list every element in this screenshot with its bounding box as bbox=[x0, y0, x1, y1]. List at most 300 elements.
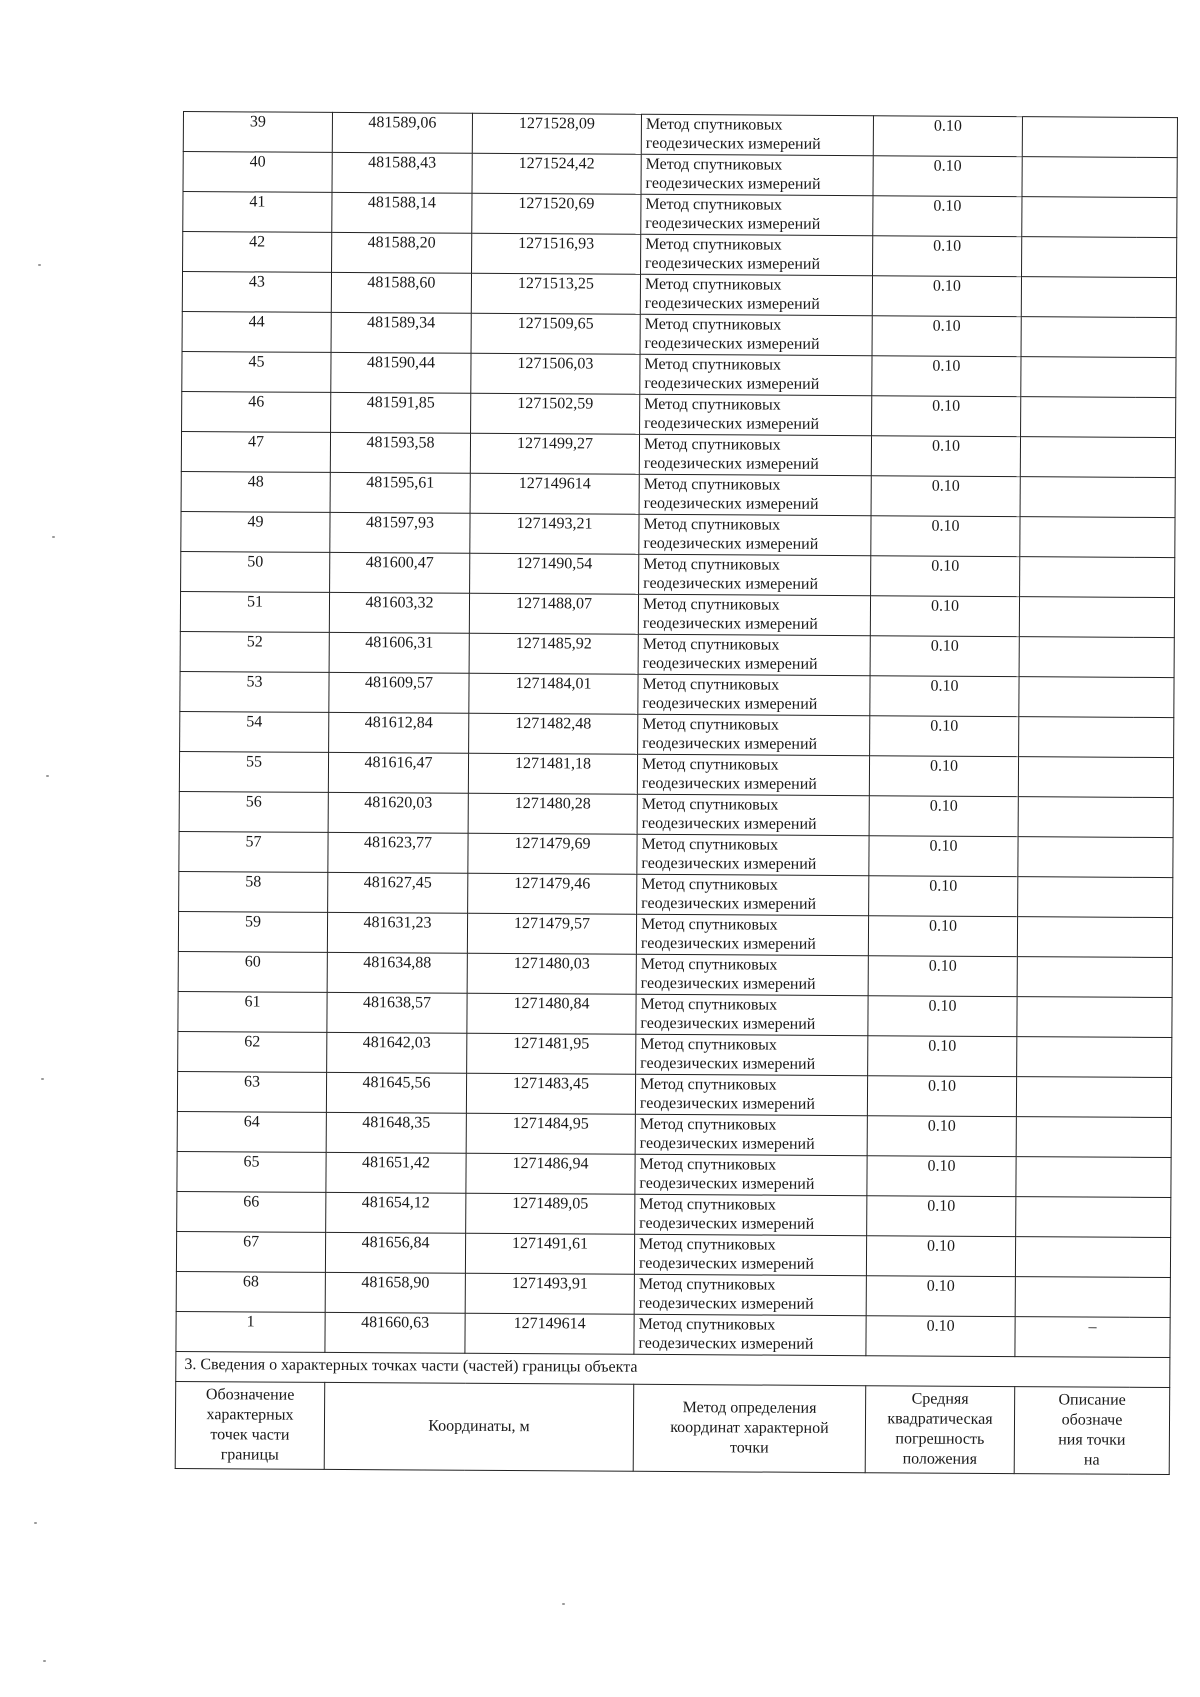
header-error-line: положения bbox=[902, 1450, 978, 1468]
mean-square-error: 0.10 bbox=[871, 516, 1020, 557]
point-description bbox=[1020, 477, 1175, 518]
mean-square-error: 0.10 bbox=[869, 756, 1018, 797]
point-description bbox=[1019, 597, 1174, 638]
coordinate-y: 1271480,28 bbox=[468, 793, 637, 834]
point-number: 42 bbox=[183, 232, 332, 273]
coordinate-y: 1271513,25 bbox=[471, 273, 640, 314]
method-line: Метод спутниковых bbox=[640, 1035, 777, 1054]
method-line: геодезических измерений bbox=[645, 214, 821, 233]
method-line: Метод спутниковых bbox=[644, 315, 782, 334]
method-line: Метод спутниковых bbox=[639, 1155, 777, 1174]
coordinate-y: 1271499,27 bbox=[470, 433, 639, 474]
method-cell bbox=[639, 554, 871, 595]
scan-speck bbox=[34, 1522, 37, 1524]
method-line: геодезических измерений bbox=[645, 134, 821, 153]
point-description bbox=[1018, 797, 1173, 838]
point-description bbox=[1016, 1157, 1171, 1198]
point-number: 44 bbox=[182, 311, 331, 352]
mean-square-error: 0.10 bbox=[870, 676, 1019, 717]
point-row bbox=[182, 311, 1176, 357]
header-error bbox=[865, 1386, 1015, 1474]
coordinate-x: 481638,57 bbox=[327, 992, 467, 1033]
mean-square-error: 0.10 bbox=[872, 316, 1021, 357]
point-description bbox=[1018, 877, 1173, 918]
header-error-line: погрешность bbox=[895, 1430, 985, 1448]
point-description bbox=[1021, 397, 1176, 438]
point-number: 45 bbox=[182, 351, 331, 392]
coordinate-y: 1271509,65 bbox=[471, 313, 640, 354]
coordinate-x: 481623,77 bbox=[328, 832, 468, 873]
method-cell bbox=[634, 1234, 866, 1275]
mean-square-error: 0.10 bbox=[868, 996, 1017, 1037]
point-number: 39 bbox=[183, 112, 332, 153]
method-line: геодезических измерений bbox=[640, 934, 816, 953]
coordinate-x: 481600,47 bbox=[330, 552, 470, 593]
method-cell bbox=[641, 154, 873, 195]
point-row bbox=[180, 631, 1174, 677]
method-line: геодезических измерений bbox=[641, 894, 817, 913]
coordinate-y: 1271491,61 bbox=[465, 1233, 634, 1274]
method-line: Метод спутниковых bbox=[644, 355, 782, 374]
method-line: Метод спутниковых bbox=[639, 1235, 776, 1254]
point-row bbox=[177, 1071, 1171, 1117]
coordinate-y: 1271481,18 bbox=[468, 753, 637, 794]
method-line: Метод спутниковых bbox=[639, 1195, 777, 1214]
coordinate-x: 481593,58 bbox=[330, 432, 470, 473]
method-line: Метод спутниковых bbox=[638, 1315, 776, 1334]
header-description-line: на bbox=[1083, 1451, 1100, 1469]
method-line: геодезических измерений bbox=[642, 734, 818, 753]
mean-square-error: 0.10 bbox=[870, 596, 1019, 637]
coordinate-y: 1271485,92 bbox=[469, 633, 638, 674]
coordinate-x: 481648,35 bbox=[326, 1112, 466, 1153]
point-row bbox=[178, 1031, 1172, 1077]
method-line: геодезических измерений bbox=[639, 1134, 815, 1153]
mean-square-error: 0.10 bbox=[871, 436, 1020, 477]
header-description-line: Описание bbox=[1058, 1391, 1126, 1409]
header-coordinates: Координаты, м bbox=[324, 1382, 634, 1471]
scan-speck bbox=[562, 1603, 565, 1605]
point-row bbox=[181, 511, 1175, 557]
mean-square-error: 0.10 bbox=[871, 556, 1020, 597]
point-number: 46 bbox=[182, 391, 331, 432]
method-line: геодезических измерений bbox=[644, 334, 820, 353]
method-line: геодезических измерений bbox=[640, 974, 816, 993]
coordinate-x: 481588,20 bbox=[332, 232, 472, 273]
point-number: 58 bbox=[179, 871, 328, 912]
method-line: геодезических измерений bbox=[640, 1054, 816, 1073]
coordinate-x: 481634,88 bbox=[327, 952, 467, 993]
mean-square-error: 0.10 bbox=[867, 1076, 1016, 1117]
point-row bbox=[179, 871, 1173, 917]
mean-square-error: 0.10 bbox=[866, 1316, 1015, 1357]
point-description bbox=[1015, 1237, 1170, 1278]
point-row bbox=[176, 1271, 1170, 1317]
point-row bbox=[177, 1151, 1171, 1197]
method-cell bbox=[635, 1074, 867, 1115]
method-line: Метод спутниковых bbox=[643, 515, 781, 534]
point-row bbox=[182, 272, 1176, 318]
method-line: Метод спутниковых bbox=[638, 1275, 776, 1294]
point-row bbox=[180, 711, 1174, 757]
point-number: 41 bbox=[183, 192, 332, 233]
point-number: 67 bbox=[176, 1231, 325, 1272]
method-cell bbox=[636, 914, 868, 955]
method-line: геодезических измерений bbox=[639, 1174, 815, 1193]
point-row bbox=[183, 112, 1177, 158]
point-number: 64 bbox=[177, 1111, 326, 1152]
scan-speck bbox=[43, 1660, 46, 1662]
method-line: геодезических измерений bbox=[643, 534, 819, 553]
method-line: геодезических измерений bbox=[645, 174, 821, 193]
mean-square-error: 0.10 bbox=[868, 1036, 1017, 1077]
point-description bbox=[1022, 117, 1177, 158]
method-line: геодезических измерений bbox=[641, 854, 817, 873]
point-row bbox=[180, 671, 1174, 717]
point-row bbox=[179, 751, 1173, 797]
coordinate-x: 481642,03 bbox=[327, 1032, 467, 1073]
point-description bbox=[1017, 957, 1172, 998]
point-row bbox=[178, 991, 1172, 1037]
point-number: 1 bbox=[176, 1311, 325, 1352]
coordinate-y: 1271516,93 bbox=[472, 233, 641, 274]
coordinate-y: 1271480,84 bbox=[467, 993, 636, 1034]
header-description-line: обозначе bbox=[1061, 1411, 1123, 1429]
point-row bbox=[179, 791, 1173, 837]
method-cell bbox=[637, 834, 869, 875]
point-row bbox=[182, 391, 1176, 437]
coordinate-y: 1271502,59 bbox=[471, 393, 640, 434]
method-line: Метод спутниковых bbox=[645, 195, 783, 214]
point-number: 52 bbox=[180, 631, 329, 672]
coordinate-y: 1271493,91 bbox=[465, 1273, 634, 1314]
method-line: геодезических измерений bbox=[638, 1294, 814, 1313]
point-number: 65 bbox=[177, 1151, 326, 1192]
point-row bbox=[180, 591, 1174, 637]
mean-square-error: 0.10 bbox=[873, 236, 1022, 277]
point-description bbox=[1019, 637, 1174, 678]
mean-square-error: 0.10 bbox=[872, 276, 1021, 317]
coordinate-x: 481603,32 bbox=[329, 592, 469, 633]
coordinate-y: 1271493,21 bbox=[470, 513, 639, 554]
point-description: – bbox=[1015, 1317, 1170, 1358]
point-description bbox=[1021, 317, 1176, 358]
method-line: геодезических измерений bbox=[640, 1014, 816, 1033]
coordinate-y: 1271483,45 bbox=[466, 1073, 635, 1114]
method-cell bbox=[638, 594, 870, 635]
point-number: 61 bbox=[178, 991, 327, 1032]
method-line: геодезических измерений bbox=[642, 694, 818, 713]
coordinate-x: 481588,14 bbox=[332, 192, 472, 233]
mean-square-error: 0.10 bbox=[870, 716, 1019, 757]
method-line: Метод спутниковых bbox=[644, 395, 781, 414]
mean-square-error: 0.10 bbox=[868, 956, 1017, 997]
method-line: Метод спутниковых bbox=[640, 955, 778, 974]
point-number: 59 bbox=[178, 911, 327, 952]
method-line: геодезических измерений bbox=[642, 654, 818, 673]
point-row bbox=[177, 1111, 1171, 1157]
point-row bbox=[181, 431, 1175, 477]
coordinate-y: 1271528,09 bbox=[472, 113, 641, 154]
coordinate-y: 1271484,95 bbox=[466, 1113, 635, 1154]
method-cell bbox=[641, 114, 873, 155]
coordinate-y: 1271488,07 bbox=[469, 593, 638, 634]
method-cell bbox=[640, 354, 872, 395]
method-line: Метод спутниковых bbox=[642, 635, 780, 654]
method-cell bbox=[637, 754, 869, 795]
method-line: Метод спутниковых bbox=[644, 275, 782, 294]
point-number: 49 bbox=[181, 511, 330, 552]
mean-square-error: 0.10 bbox=[869, 796, 1018, 837]
coordinate-x: 481590,44 bbox=[331, 352, 471, 393]
coordinate-y: 1271484,01 bbox=[469, 673, 638, 714]
method-cell bbox=[636, 994, 868, 1035]
section-3-title: 3. Сведения о характерных точках части (частей) границы объекта bbox=[176, 1351, 1170, 1387]
section-3-header-row bbox=[175, 1381, 1170, 1474]
coordinate-x: 481588,43 bbox=[332, 152, 472, 193]
point-number: 68 bbox=[176, 1271, 325, 1312]
mean-square-error: 0.10 bbox=[867, 1156, 1016, 1197]
method-line: геодезических измерений bbox=[644, 414, 820, 433]
point-description bbox=[1017, 997, 1172, 1038]
method-cell bbox=[635, 1194, 867, 1235]
method-cell bbox=[639, 514, 871, 555]
coordinate-y: 127149614 bbox=[465, 1313, 634, 1354]
method-line: геодезических измерений bbox=[644, 294, 820, 313]
point-number: 56 bbox=[179, 791, 328, 832]
coordinates-table bbox=[175, 111, 1178, 1475]
method-cell bbox=[638, 634, 870, 675]
header-error-line: квадратическая bbox=[887, 1410, 993, 1428]
coordinate-y: 1271479,57 bbox=[467, 913, 636, 954]
point-description bbox=[1022, 197, 1177, 238]
mean-square-error: 0.10 bbox=[870, 636, 1019, 677]
point-description bbox=[1019, 677, 1174, 718]
method-line: Метод спутниковых bbox=[645, 235, 782, 254]
coordinate-x: 481597,93 bbox=[330, 512, 470, 553]
header-method-line: координат характерной bbox=[670, 1419, 829, 1437]
mean-square-error: 0.10 bbox=[872, 356, 1021, 397]
coordinate-x: 481612,84 bbox=[329, 712, 469, 753]
scan-speck bbox=[52, 536, 55, 538]
coordinate-y: 1271481,95 bbox=[467, 1033, 636, 1074]
method-line: геодезических измерений bbox=[639, 1214, 815, 1233]
point-number: 57 bbox=[179, 831, 328, 872]
point-number: 60 bbox=[178, 951, 327, 992]
coordinate-x: 481654,12 bbox=[326, 1192, 466, 1233]
header-method-line: Метод определения bbox=[682, 1399, 817, 1417]
point-description bbox=[1022, 157, 1177, 198]
point-row bbox=[181, 471, 1175, 517]
method-cell bbox=[639, 434, 871, 475]
method-line: Метод спутниковых bbox=[642, 715, 779, 734]
point-row bbox=[183, 232, 1177, 278]
point-row bbox=[176, 1311, 1170, 1357]
point-description bbox=[1021, 357, 1176, 398]
scan-speck bbox=[46, 775, 49, 777]
point-number: 55 bbox=[179, 751, 328, 792]
method-cell bbox=[637, 874, 869, 915]
method-line: Метод спутниковых bbox=[643, 435, 781, 454]
method-line: геодезических измерений bbox=[643, 574, 819, 593]
method-line: Метод спутниковых bbox=[640, 995, 778, 1014]
scan-speck bbox=[38, 264, 41, 266]
mean-square-error: 0.10 bbox=[868, 916, 1017, 957]
coordinate-x: 481627,45 bbox=[328, 872, 468, 913]
point-description bbox=[1016, 1077, 1171, 1118]
method-cell bbox=[635, 1154, 867, 1195]
header-designation-line: точек части bbox=[210, 1426, 290, 1444]
point-description bbox=[1020, 517, 1175, 558]
mean-square-error: 0.10 bbox=[869, 836, 1018, 877]
method-cell bbox=[638, 674, 870, 715]
method-line: геодезических измерений bbox=[643, 494, 819, 513]
method-line: геодезических измерений bbox=[642, 614, 818, 633]
mean-square-error: 0.10 bbox=[866, 1276, 1015, 1317]
method-cell bbox=[641, 234, 873, 275]
point-row bbox=[183, 152, 1177, 198]
point-description bbox=[1015, 1277, 1170, 1318]
mean-square-error: 0.10 bbox=[872, 396, 1021, 437]
point-row bbox=[176, 1231, 1170, 1277]
points-table-body bbox=[176, 112, 1178, 1358]
coordinate-y: 1271480,03 bbox=[467, 953, 636, 994]
method-line: геодезических измерений bbox=[641, 814, 817, 833]
method-cell bbox=[636, 954, 868, 995]
point-description bbox=[1018, 757, 1173, 798]
coordinate-y: 1271524,42 bbox=[472, 153, 641, 194]
method-cell bbox=[640, 314, 872, 355]
method-line: Метод спутниковых bbox=[645, 155, 783, 174]
coordinate-y: 1271489,05 bbox=[466, 1193, 635, 1234]
method-line: Метод спутниковых bbox=[641, 875, 778, 894]
method-cell bbox=[640, 394, 872, 435]
coordinate-y: 1271490,54 bbox=[470, 553, 639, 594]
method-line: Метод спутниковых bbox=[642, 675, 780, 694]
method-line: геодезических измерений bbox=[645, 254, 821, 273]
point-description bbox=[1016, 1197, 1171, 1238]
point-number: 43 bbox=[182, 272, 331, 313]
mean-square-error: 0.10 bbox=[873, 196, 1022, 237]
header-description bbox=[1014, 1387, 1170, 1475]
mean-square-error: 0.10 bbox=[869, 876, 1018, 917]
point-row bbox=[182, 351, 1176, 397]
point-number: 47 bbox=[181, 431, 330, 472]
point-number: 40 bbox=[183, 152, 332, 193]
method-line: Метод спутниковых bbox=[641, 795, 779, 814]
section-3 bbox=[175, 1351, 1170, 1474]
header-method-line: точки bbox=[729, 1439, 769, 1457]
coordinate-y: 1271520,69 bbox=[472, 193, 641, 234]
point-number: 66 bbox=[177, 1191, 326, 1232]
coordinate-x: 481589,06 bbox=[332, 112, 472, 153]
point-number: 62 bbox=[178, 1031, 327, 1072]
method-line: геодезических измерений bbox=[643, 454, 819, 473]
point-description bbox=[1020, 437, 1175, 478]
point-row bbox=[177, 1191, 1171, 1237]
header-designation-line: характерных bbox=[206, 1406, 294, 1424]
mean-square-error: 0.10 bbox=[867, 1116, 1016, 1157]
coordinate-y: 1271479,69 bbox=[468, 833, 637, 874]
method-line: Метод спутниковых bbox=[642, 595, 780, 614]
method-line: геодезических измерений bbox=[639, 1094, 815, 1113]
mean-square-error: 0.10 bbox=[867, 1196, 1016, 1237]
header-designation bbox=[175, 1381, 325, 1469]
method-line: Метод спутниковых bbox=[641, 755, 779, 774]
point-number: 50 bbox=[181, 551, 330, 592]
point-number: 53 bbox=[180, 671, 329, 712]
method-cell bbox=[641, 194, 873, 235]
point-row bbox=[183, 192, 1177, 238]
method-cell bbox=[634, 1274, 866, 1315]
coordinate-y: 1271482,48 bbox=[469, 713, 638, 754]
coordinate-x: 481660,63 bbox=[325, 1312, 465, 1353]
mean-square-error: 0.10 bbox=[871, 476, 1020, 517]
method-cell bbox=[634, 1314, 866, 1355]
method-line: Метод спутниковых bbox=[645, 115, 783, 134]
method-line: Метод спутниковых bbox=[641, 835, 779, 854]
mean-square-error: 0.10 bbox=[866, 1236, 1015, 1277]
coordinate-x: 481589,34 bbox=[331, 312, 471, 353]
point-description bbox=[1022, 237, 1177, 278]
method-cell bbox=[639, 474, 871, 515]
point-description bbox=[1016, 1117, 1171, 1158]
method-line: геодезических измерений bbox=[638, 1334, 814, 1353]
point-description bbox=[1018, 837, 1173, 878]
method-line: Метод спутниковых bbox=[640, 1075, 777, 1094]
coordinate-x: 481620,03 bbox=[328, 792, 468, 833]
method-line: Метод спутниковых bbox=[639, 1115, 777, 1134]
method-cell bbox=[638, 714, 870, 755]
point-description bbox=[1019, 717, 1174, 758]
coordinate-y: 127149614 bbox=[470, 473, 639, 514]
coordinate-x: 481656,84 bbox=[325, 1232, 465, 1273]
coordinate-y: 1271486,94 bbox=[466, 1153, 635, 1194]
header-description-line: ния точки bbox=[1058, 1431, 1126, 1449]
point-description bbox=[1020, 557, 1175, 598]
method-line: геодезических измерений bbox=[638, 1254, 814, 1273]
coordinate-y: 1271506,03 bbox=[471, 353, 640, 394]
point-row bbox=[179, 831, 1173, 877]
point-row bbox=[178, 911, 1172, 957]
method-cell bbox=[635, 1114, 867, 1155]
method-line: Метод спутниковых bbox=[643, 475, 781, 494]
point-number: 51 bbox=[180, 591, 329, 632]
coordinate-x: 481588,60 bbox=[331, 272, 471, 313]
method-line: геодезических измерений bbox=[644, 374, 820, 393]
point-description bbox=[1017, 917, 1172, 958]
header-method bbox=[633, 1384, 866, 1472]
header-designation-line: границы bbox=[220, 1446, 279, 1464]
coordinate-x: 481651,42 bbox=[326, 1152, 466, 1193]
method-cell bbox=[636, 1034, 868, 1075]
mean-square-error: 0.10 bbox=[873, 156, 1022, 197]
coordinate-x: 481606,31 bbox=[329, 632, 469, 673]
point-row bbox=[178, 951, 1172, 997]
coordinate-x: 481631,23 bbox=[327, 912, 467, 953]
scan-speck bbox=[41, 1078, 44, 1080]
header-error-line: Средняя bbox=[911, 1390, 969, 1408]
method-line: геодезических измерений bbox=[641, 774, 817, 793]
coordinate-x: 481616,47 bbox=[328, 752, 468, 793]
coordinate-x: 481595,61 bbox=[330, 472, 470, 513]
method-line: Метод спутниковых bbox=[640, 915, 778, 934]
mean-square-error: 0.10 bbox=[873, 116, 1022, 157]
point-number: 54 bbox=[180, 711, 329, 752]
method-cell bbox=[640, 274, 872, 315]
method-line: Метод спутниковых bbox=[643, 555, 780, 574]
coordinate-x: 481645,56 bbox=[326, 1072, 466, 1113]
